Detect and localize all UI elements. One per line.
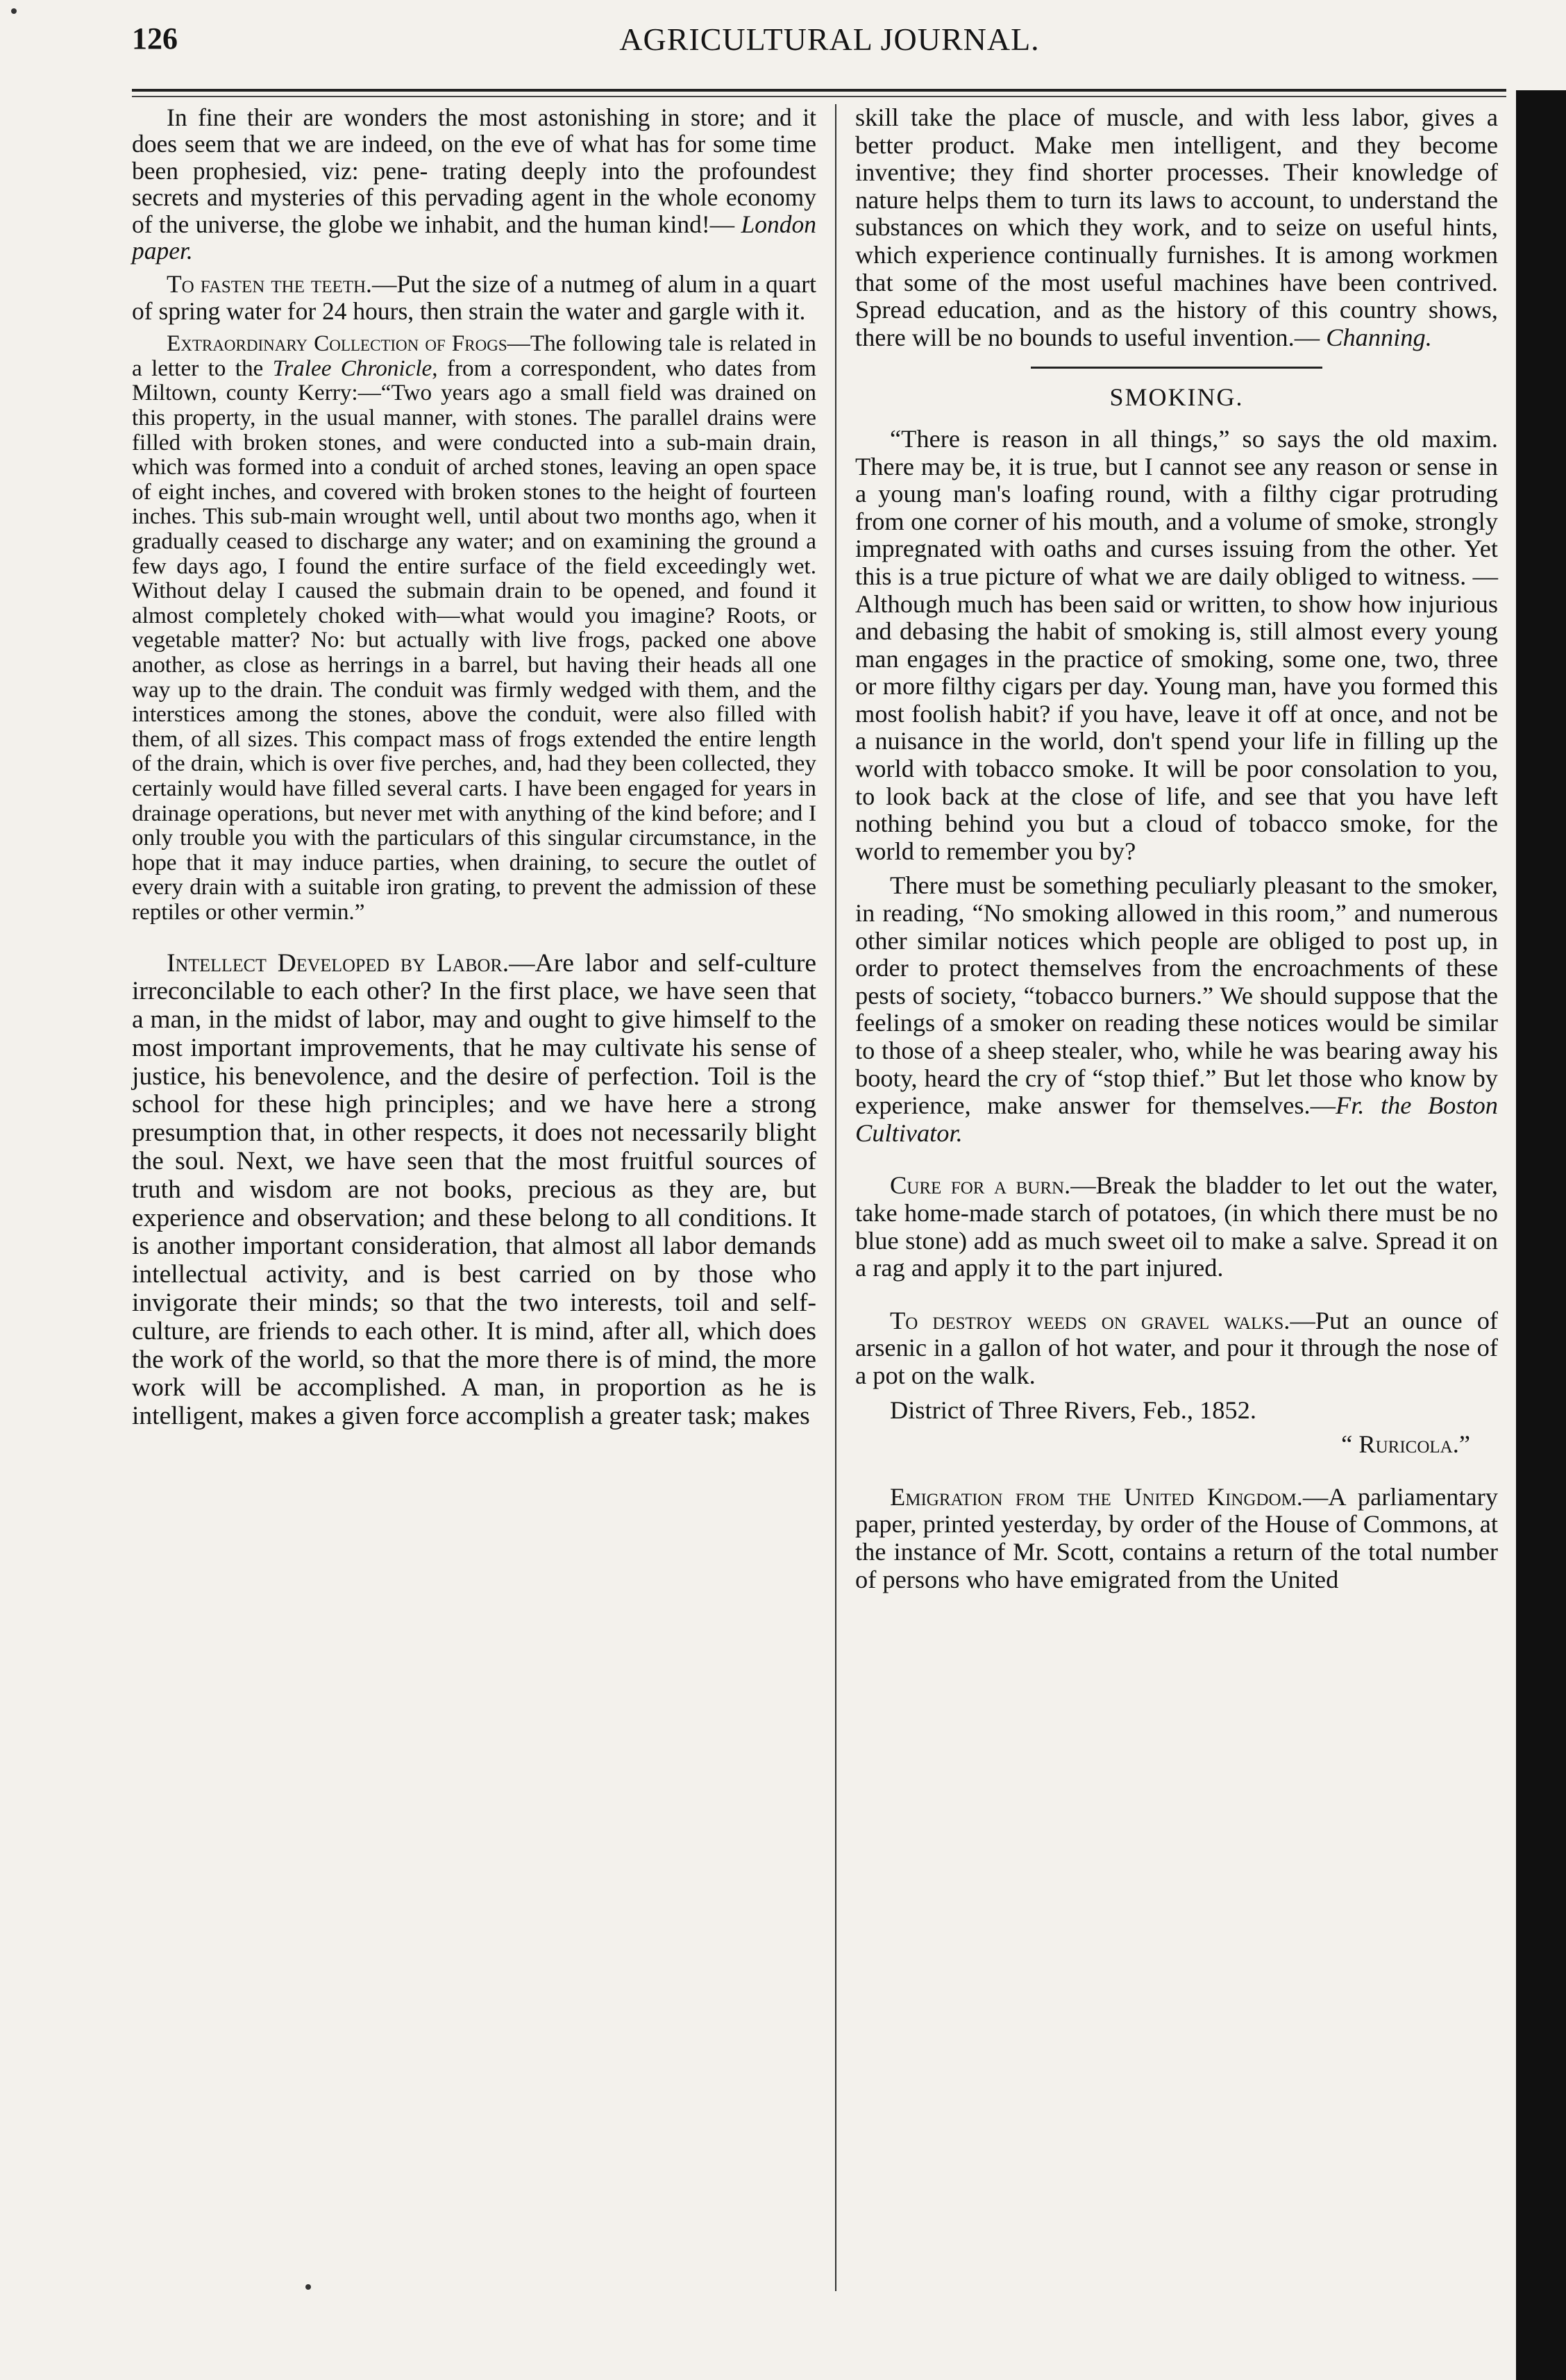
article-frogs: [132, 331, 816, 924]
article-intellect-continued: [855, 104, 1498, 351]
article-frogs-source: Tralee Chronicle: [272, 355, 432, 381]
article-weeds-signature: “ Ruricola.”: [1341, 1430, 1470, 1459]
article-intellect-text: —Are labor and self-culture irreconcilable to each other? In the first place, we have seen that a man, in the midst of labor, may and ought to give himself to the most important improvements, that he may cultivate his sense of justice, his benevolence, and the desire of perfection. Toil is the school for these high principles; and we have here a strong presumption that, in other respects, it does not necessarily blight the soul. Next, we have seen that the most fruitful sources of truth and wisdom are not books, precious as they are, but experience and observation; and these belong to all conditions. It is another important consideration, that almost all labor demands intellectual activity, and is best carried on by those who invigorate their minds; so that the two interests, toil and self-culture, are friends to each other. It is mind, after all, which does the work of the world, so that the more there is of mind, the more work will be accomplished. A man, in proportion as he is intelligent, makes a given force accomplish a greater task; makes: [132, 948, 816, 1431]
article-smoking-p2: [855, 872, 1498, 1147]
article-intellect-source: Channing.: [1326, 323, 1432, 351]
column-divider: [835, 104, 836, 2291]
article-smoking-source: Fr. the Boston Cultivator.: [855, 1091, 1498, 1147]
article-burn-title: Cure for a burn.: [890, 1171, 1071, 1200]
article-burn: [855, 1172, 1498, 1282]
article-intellect-continued-text: skill take the place of muscle, and with less labor, gives a better product. Make men intelligent, and they become inventive; they find shorter processes. Their knowledge of nature helps them to turn its laws to account, to understand the substances on which they work, and to seize on useful hints, which experience continually furnishes. It is among workmen that some of the most useful machines have been contrived. Spread education, and as the history of this country shows, there will be no bounds to useful invention.—: [855, 103, 1498, 351]
left-column: [132, 104, 816, 1438]
article-frogs-title: Extraordinary Collection of Frogs: [167, 330, 507, 357]
article-smoking-p2-text: There must be something peculiarly pleasant to the smoker, in reading, “No smoking allowed in this room,” and numerous other similar notices which people are obliged to post up, in order to protect themselves from the encroachments of these pests of society, “tobacco burners.” We should suppose that the feelings of a smoker on reading these notices would be similar to those of a sheep stealer, who, while he was bearing away his booty, heard the cry of “stop thief.” But let those who know by experience, make answer for themselves.—: [855, 871, 1498, 1120]
article-teeth-text: —Put the size of a nutmeg of alum in a quart of spring water for 24 hours, then strain the water and gargle with it.: [132, 270, 816, 325]
ink-speck: [305, 2284, 311, 2290]
article-teeth-title: To fasten the teeth.: [167, 270, 372, 299]
article-wonders: [132, 104, 816, 264]
article-emigration-title: Emigration from the United Kingdom.: [890, 1482, 1303, 1511]
article-smoking-p1: “There is reason in all things,” so says the old maxim. There may be, it is true, but I cannot see any reason or sense in a young man's loafing round, with a filthy cigar protruding from one corner of his mouth, and a volume of smoke, strongly impregnated with oaths and curses issuing from the other. Yet this is a true picture of what we are daily obliged to witness. —Although much has been said or written, to show how injurious and debasing the habit of smoking is, still almost every young man engages in the practice of smoking, some one, two, three or more filthy cigars per day. Young man, have you formed this most foolish habit? if you have, leave it off at once, and not be a nuisance in the world, don't spend your life in filling up the world with tobacco smoke. It will be poor consolation to you, to look back at the close of life, and see that you have left nothing behind you but a cloud of tobacco smoke, for the world to remember you by?: [855, 424, 1498, 865]
article-emigration: [855, 1484, 1498, 1593]
header-rule-thin: [132, 96, 1506, 97]
spacer: [855, 1154, 1498, 1172]
article-intellect: [132, 950, 816, 1432]
article-emigration-text: —A parliamentary paper, printed yesterday, by order of the House of Commons, at the instance of Mr. Scott, contains a return of the total number of persons who have emigrated from the United: [855, 1482, 1498, 1593]
running-title: AGRICULTURAL JOURNAL.: [619, 22, 1040, 57]
article-wonders-text: In fine their are wonders the most astonishing in store; and it does seem that we are indeed, on the eve of what has for some time been prophesied, viz: pene- trating deeply into the profoundest secrets and mysteries of this pervading agent in the whole economy of the universe, the globe we inhabit, and the human kind!—: [132, 103, 816, 238]
right-column: [855, 104, 1498, 1600]
ink-speck: [11, 8, 17, 14]
article-intellect-title: Intellect Developed by Labor.: [167, 948, 510, 978]
article-burn-text: —Break the bladder to let out the water, take home-made starch of potatoes, (in which there must be no blue stone) add as much sweet oil to make a salve. Spread it on a rag and apply it to the part injured.: [855, 1171, 1499, 1282]
article-weeds-title: To destroy weeds on gravel walks.: [890, 1306, 1290, 1334]
header-rule: [132, 89, 1506, 92]
spacer: [132, 932, 816, 950]
binding-edge: [1516, 90, 1566, 2380]
spacer: [855, 1289, 1498, 1307]
article-wonders-source: London paper.: [132, 210, 817, 265]
page-header: [132, 21, 1527, 76]
article-teeth: [132, 271, 816, 324]
section-rule: [1031, 367, 1322, 369]
article-weeds-dateline: District of Three Rivers, Feb., 1852.: [890, 1396, 1256, 1424]
smoking-heading: SMOKING.: [1109, 383, 1244, 412]
article-weeds: [855, 1307, 1498, 1390]
spacer: [855, 1466, 1498, 1484]
page-number: 126: [132, 22, 178, 56]
article-frogs-text: , from a correspondent, who dates from Miltown, county Kerry:—“Two years ago a small field was drained on this property, in the usual manner, with stones. The parallel drains were filled with broken stones, and were conducted into a sub-main drain, which was formed into a conduit of arched stones, leaving an open space of eight inches, and covered with broken stones to the height of fourteen inches. This sub-main wrought well, until about two months ago, when it gradually ceased to discharge any water; and on examining the ground a few days ago, I found the entire surface of the field exceedingly wet. Without delay I caused the submain drain to be opened, and found it almost completely choked with—what would you imagine? Roots, or vegetable matter? No: but actually with live frogs, packed one above another, as close as herrings in a barrel, but having their heads all one way up to the drain. The conduit was firmly wedged with them, and the interstices among the stones, above the conduit, were also filled with them, of all sizes. This compact mass of frogs extended the entire length of the drain, which is over five perches, and, had they been collected, they certainly would have filled several carts. I have been engaged for years in drainage operations, but never met with anything of the kind before; and I only trouble you with the particulars of this singular circumstance, in the hope that it may induce parties, when draining, to secure the outlet of every drain with a suitable iron grating, to prevent the admission of these reptiles or other vermin.”: [132, 355, 816, 925]
article-frogs-intro: —The following tale is related in a letter to the: [132, 330, 816, 381]
article-weeds-text: —Put an ounce of arsenic in a gallon of hot water, and pour it through the nose of a pot on the walk.: [855, 1306, 1499, 1389]
